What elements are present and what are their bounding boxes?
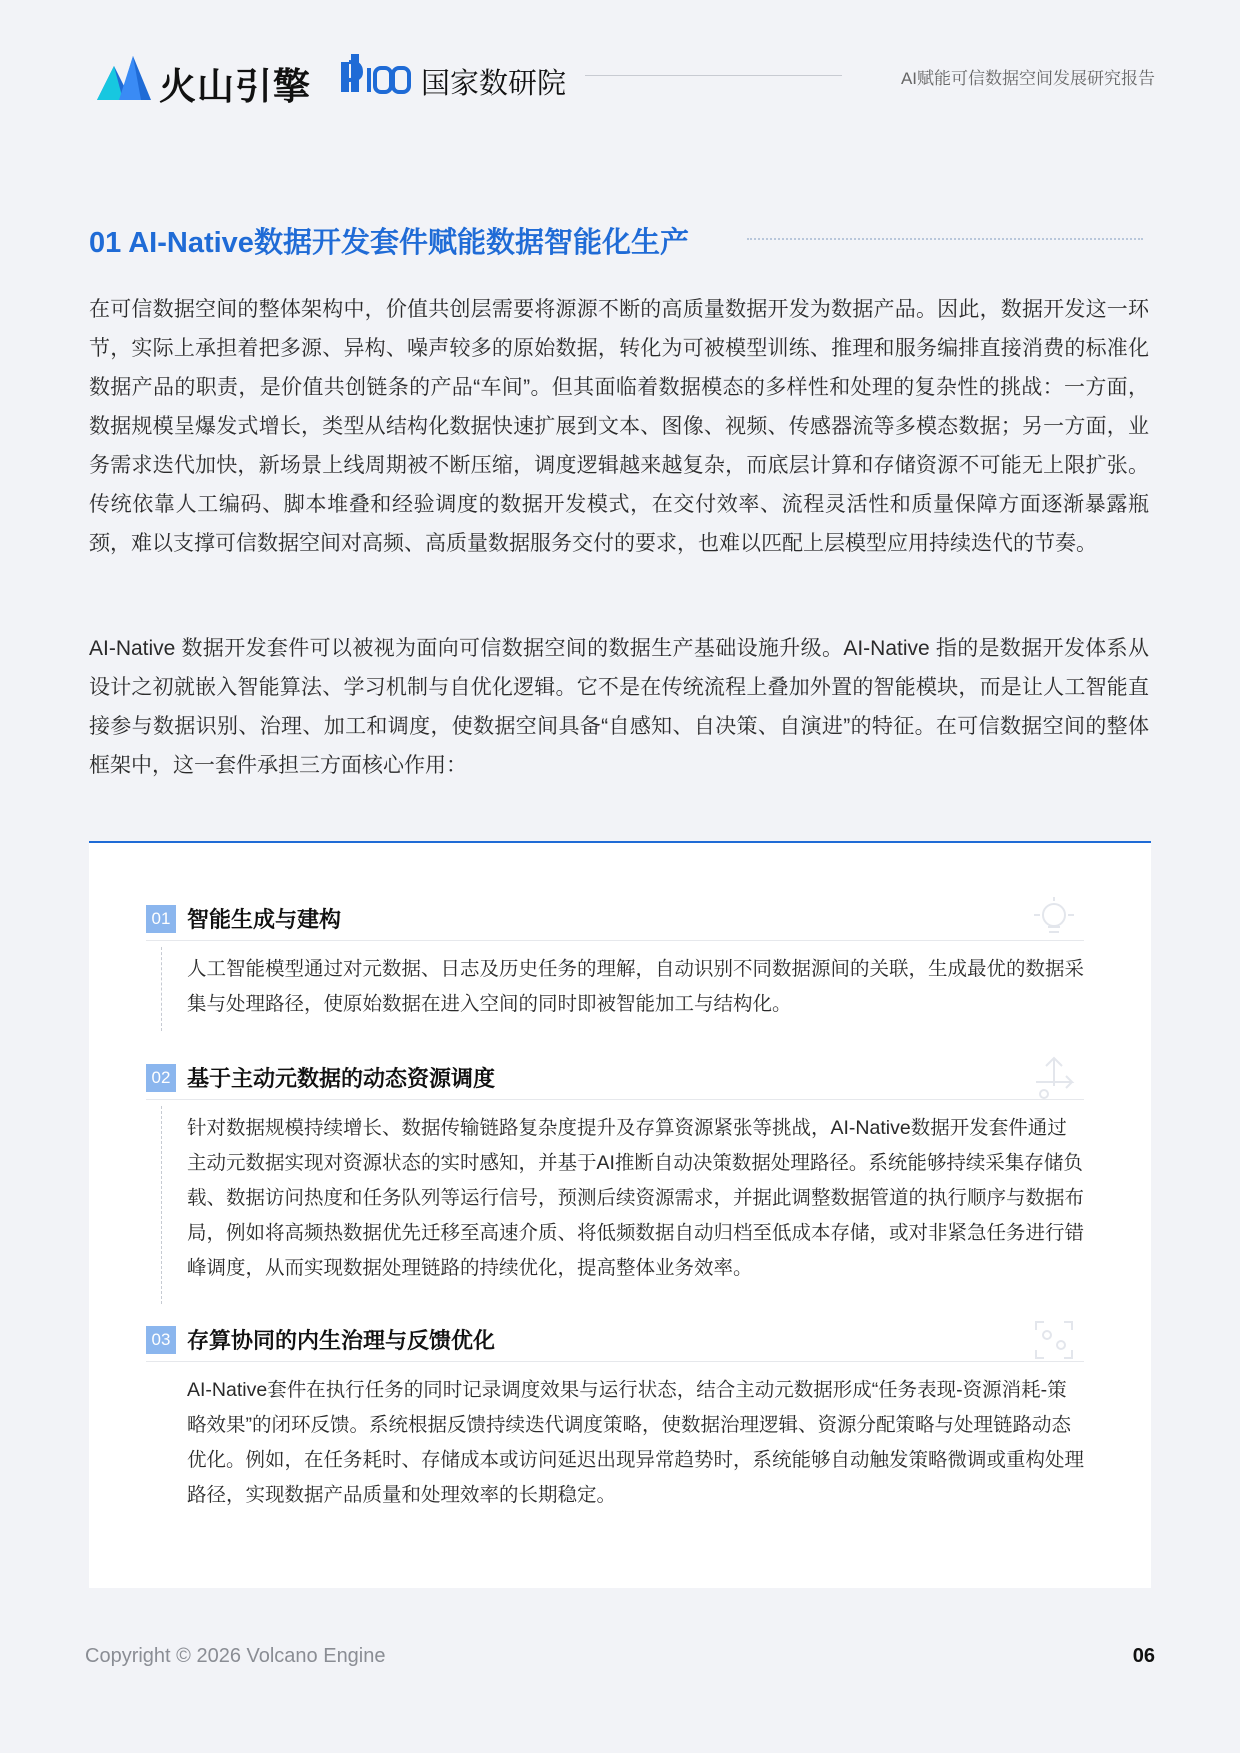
- intro-paragraph-1: 在可信数据空间的整体架构中，价值共创层需要将源源不断的高质量数据开发为数据产品。因此，数据开发这一环节，实际上承担着把多源、异构、噪声较多的原始数据，转化为可被模型训练、推理和服务编排直接消费的标准化数据产品的职责，是价值共创链条的产品“车间”。但其面临着数据模态的多样性和处理的复杂性的挑战：一方面，数据规模呈爆发式增长，类型从结构化数据快速扩展到文本、图像、视频、传感器流等多模态数据；另一方面，业务需求迭代加快，新场景上线周期被不断压缩，调度逻辑越来越复杂，而底层计算和存储资源不可能无上限扩张。传统依靠人工编码、脚本堆叠和经验调度的数据开发模式，在交付效率、流程灵活性和质量保障方面逐渐暴露瓶颈，难以支撑可信数据空间对高频、高质量数据服务交付的要求，也难以匹配上层模型应用持续迭代的节奏。: [89, 298, 1149, 555]
- item-title: 智能生成与建构: [187, 907, 342, 932]
- item-header: [146, 1056, 1084, 1100]
- national-data-institute-logo: [339, 52, 579, 102]
- dsi-name: 国家数研院: [421, 66, 567, 100]
- core-role-item: [146, 1318, 1084, 1538]
- core-roles-card: [89, 841, 1151, 1588]
- report-title: AI赋能可信数据空间发展研究报告: [900, 69, 1155, 88]
- item-header: [146, 897, 1084, 941]
- page-number: 06: [1132, 1645, 1155, 1667]
- volcano-engine-brand: 火山引擎: [159, 66, 311, 107]
- item-body: 针对数据规模持续增长、数据传输链路复杂度提升及存算资源紧张等挑战，AI-Native数据开发套件通过主动元数据实现对资源状态的实时感知，并基于AI推断自动决策数据处理路径。系统能够持续采集存储负载、数据访问热度和任务队列等运行信号，预测后续资源需求，并据此调整数据管道的执行顺序与数据布局，例如将高频热数据优先迁移至高速介质、将低频数据自动归档至低成本存储，或对非紧急任务进行错峰调度，从而实现数据处理链路的持续优化，提高整体业务效率。: [187, 1117, 1085, 1279]
- footer-copyright: Copyright © 2026 Volcano Engine: [85, 1645, 386, 1667]
- intro-paragraph-2: AI-Native 数据开发套件可以被视为面向可信数据空间的数据生产基础设施升级。AI-Native 指的是数据开发体系从设计之初就嵌入智能算法、学习机制与自优化逻辑。它不是在传统流程上叠加外置的智能模块，而是让人工智能直接参与数据识别、治理、加工和调度，使数据空间具备“自感知、自决策、自演进”的特征。在可信数据空间的整体框架中，这一套件承担三方面核心作用：: [89, 637, 1149, 777]
- header-divider: [585, 75, 842, 76]
- section-heading-text: 01 AI-Native数据开发套件赋能数据智能化生产: [89, 227, 689, 259]
- item-title: 存算协同的内生治理与反馈优化: [187, 1328, 496, 1353]
- item-number-badge: 02: [146, 1064, 176, 1092]
- item-body: AI-Native套件在执行任务的同时记录调度效果与运行状态，结合主动元数据形成“任务表现-资源消耗-策略效果”的闭环反馈。系统根据反馈持续迭代调度策略，使数据治理逻辑、资源分配策略与处理链路动态优化。例如，在任务耗时、存储成本或访问延迟出现异常趋势时，系统能够自动触发策略微调或重构处理路径，实现数据产品质量和处理效率的长期稳定。: [187, 1379, 1085, 1506]
- item-body: 人工智能模型通过对元数据、日志及历史任务的理解，自动识别不同数据源间的关联，生成最优的数据采集与处理路径，使原始数据在进入空间的同时即被智能加工与结构化。: [187, 958, 1085, 1015]
- dispatch-icon: [1032, 1056, 1076, 1100]
- dsi-mark-icon: [339, 52, 411, 96]
- volcano-engine-logo: [97, 52, 317, 107]
- item-dashed-guide: [161, 1106, 162, 1304]
- core-role-item: [146, 897, 1084, 1037]
- item-number-badge: 01: [146, 905, 176, 933]
- volcano-mountain-icon: [97, 52, 151, 102]
- bulb-icon: [1032, 897, 1076, 941]
- item-dashed-guide: [161, 947, 162, 1031]
- section-heading: [89, 220, 1143, 266]
- item-header: [146, 1318, 1084, 1362]
- item-number-badge: 03: [146, 1326, 176, 1354]
- item-title: 基于主动元数据的动态资源调度: [187, 1066, 496, 1091]
- heading-dotted-rule: [747, 238, 1143, 240]
- feedback-icon: [1032, 1318, 1076, 1362]
- core-role-item: [146, 1056, 1084, 1306]
- page-header: [97, 50, 1155, 110]
